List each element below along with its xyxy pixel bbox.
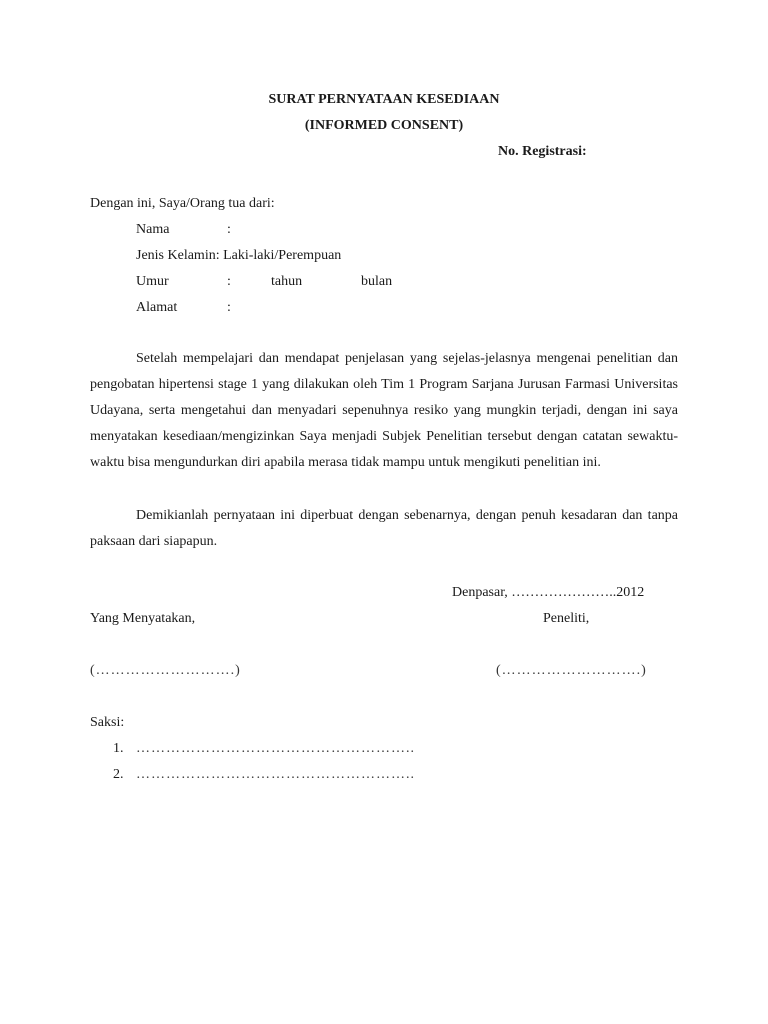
intro-text: Dengan ini, Saya/Orang tua dari:: [90, 196, 275, 211]
address-label: Alamat: [136, 300, 178, 315]
age-colon: :: [227, 274, 231, 289]
age-years-unit: tahun: [271, 274, 303, 289]
witness-number: 2.: [113, 767, 124, 782]
age-months-unit: bulan: [361, 274, 393, 289]
witness-signature-line: ………………………………………………..: [136, 741, 415, 756]
researcher-signature-line: (……………………….): [496, 663, 647, 678]
place-date: Denpasar, …………………..2012: [452, 585, 645, 600]
witness-number: 1.: [113, 741, 124, 756]
closing-paragraph: Demikianlah pernyataan ini diperbuat dengan sebenarnya, dengan penuh kesadaran dan tanpa paksaan dari siapapun.: [90, 508, 678, 549]
consent-paragraph: Setelah mempelajari dan mendapat penjelasan yang sejelas-jelasnya mengenai penelitian dan pengobatan hipertensi stage 1 yang dilakukan oleh Tim 1 Program Sarjana Jurusan Farmasi Universitas Udayana, serta mengetahui dan menyadari sepenuhnya resiko yang mungkin terjadi, dengan ini saya menyatakan kesediaan/mengizinkan Saya menjadi Subjek Penelitian tersebut dengan catatan sewaktu-waktu bisa mengundurkan diri apabila merasa tidak mampu untuk mengikuti penelitian ini.: [90, 351, 678, 470]
document-subtitle: (INFORMED CONSENT): [304, 118, 464, 133]
address-colon: :: [227, 300, 231, 315]
name-colon: :: [227, 222, 231, 237]
witness-label: Saksi:: [90, 715, 125, 730]
researcher-label: Peneliti,: [543, 611, 590, 626]
gender-field: Jenis Kelamin: Laki-laki/Perempuan: [136, 248, 342, 263]
name-label: Nama: [136, 222, 170, 237]
declarant-label: Yang Menyatakan,: [90, 611, 196, 626]
witness-signature-line: ………………………………………………..: [136, 767, 415, 782]
declarant-signature-line: (……………………….): [90, 663, 241, 678]
age-label: Umur: [136, 274, 169, 289]
document-title: SURAT PERNYATAAN KESEDIAAN: [268, 92, 500, 107]
registration-number-label: No. Registrasi:: [498, 144, 587, 159]
